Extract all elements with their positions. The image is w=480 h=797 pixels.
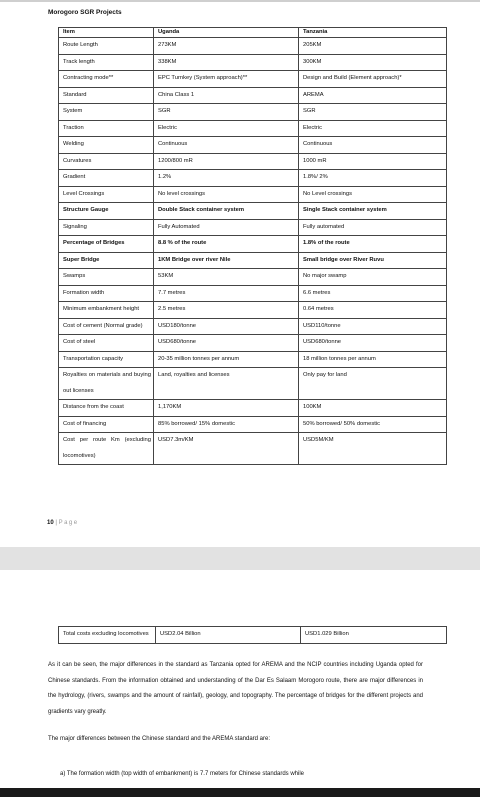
table-row: [59, 318, 447, 335]
table-row: [59, 104, 447, 121]
page-word: Page: [58, 520, 79, 526]
table-header-row: [59, 28, 447, 38]
document-page-10: [0, 2, 480, 547]
comparison-table-continued: [58, 626, 447, 644]
cell-tanzania: 1.8%/ 2%: [299, 170, 447, 187]
cell-uganda: 1KM Bridge over river Nile: [154, 252, 299, 269]
cell-uganda: Land, royalties and licenses: [154, 368, 299, 400]
cell-tanzania: USD110/tonne: [299, 318, 447, 335]
page-gap: [0, 547, 480, 570]
cell-tanzania: 6.6 metres: [299, 285, 447, 302]
table-row: [59, 433, 447, 465]
cell-tanzania: USD1.029 Billion: [301, 627, 447, 644]
cell-item: Track length: [59, 54, 154, 71]
table-row: [59, 252, 447, 269]
cell-uganda: Continuous: [154, 137, 299, 154]
cell-item: Welding: [59, 137, 154, 154]
cell-item: Structure Gauge: [59, 203, 154, 220]
cell-tanzania: 50% borrowed/ 50% domestic: [299, 416, 447, 433]
cell-uganda: Double Stack container system: [154, 203, 299, 220]
document-page-11: [0, 570, 480, 797]
cell-item: Cost per route Km (excluding locomotives): [59, 433, 154, 465]
cell-item: Level Crossings: [59, 186, 154, 203]
cell-uganda: 20-35 million tonnes per annum: [154, 351, 299, 368]
table-row: [59, 153, 447, 170]
cell-item: Super Bridge: [59, 252, 154, 269]
cell-tanzania: Fully automated: [299, 219, 447, 236]
cell-uganda: 8.8 % of the route: [154, 236, 299, 253]
cell-item: Signaling: [59, 219, 154, 236]
cell-tanzania: USD680/tonne: [299, 335, 447, 352]
table-row: [59, 54, 447, 71]
cell-item: Contracting mode**: [59, 71, 154, 88]
cell-tanzania: 18 million tonnes per annum: [299, 351, 447, 368]
table-row: [59, 186, 447, 203]
cell-uganda: 273KM: [154, 38, 299, 55]
cell-uganda: USD7.3m/KM: [154, 433, 299, 465]
cell-tanzania: 100KM: [299, 400, 447, 417]
cell-item: Curvatures: [59, 153, 154, 170]
cell-tanzania: Single Stack container system: [299, 203, 447, 220]
table-row: [59, 120, 447, 137]
table-row: [59, 335, 447, 352]
table-row: [59, 269, 447, 286]
cell-item: Route Length: [59, 38, 154, 55]
cell-item: Swamps: [59, 269, 154, 286]
table-row: [59, 302, 447, 319]
cell-tanzania: 0.64 metres: [299, 302, 447, 319]
body-paragraph: The major differences between the Chinese standard and the AREMA standard are:: [48, 736, 271, 742]
column-header: Tanzania: [299, 28, 447, 38]
cell-uganda: USD680/tonne: [154, 335, 299, 352]
table-row: [59, 71, 447, 88]
cell-tanzania: AREMA: [299, 87, 447, 104]
cell-uganda: SGR: [154, 104, 299, 121]
cell-tanzania: Design and Build (Element approach)*: [299, 71, 447, 88]
cell-item: Cost of financing: [59, 416, 154, 433]
cell-uganda: 1.2%: [154, 170, 299, 187]
cell-tanzania: 1.8% of the route: [299, 236, 447, 253]
cell-tanzania: 205KM: [299, 38, 447, 55]
column-header: Item: [59, 28, 154, 38]
cell-item: Minimum embankment height: [59, 302, 154, 319]
table-row: [59, 627, 447, 644]
document-title: Morogoro SGR Projects: [48, 9, 122, 16]
cell-item: Standard: [59, 87, 154, 104]
cell-uganda: 53KM: [154, 269, 299, 286]
cell-item: System: [59, 104, 154, 121]
cell-item: Percentage of Bridges: [59, 236, 154, 253]
cell-item: Cost of steel: [59, 335, 154, 352]
cell-uganda: USD180/tonne: [154, 318, 299, 335]
cell-uganda: 1,170KM: [154, 400, 299, 417]
cell-item: Traction: [59, 120, 154, 137]
cell-uganda: 85% borrowed/ 15% domestic: [154, 416, 299, 433]
cell-uganda: 1200/800 mR: [154, 153, 299, 170]
cell-tanzania: Continuous: [299, 137, 447, 154]
cell-uganda: No level crossings: [154, 186, 299, 203]
table-row: [59, 236, 447, 253]
list-item: a) The formation width (top width of embankment) is 7.7 meters for Chinese standards while: [60, 771, 305, 777]
window-bottom-bar: [0, 788, 480, 797]
table-row: [59, 285, 447, 302]
cell-tanzania: Only pay for land: [299, 368, 447, 400]
cell-item: Formation width: [59, 285, 154, 302]
table-row: [59, 38, 447, 55]
table-row: [59, 170, 447, 187]
cell-item: Distance from the coast: [59, 400, 154, 417]
table-row: [59, 219, 447, 236]
cell-tanzania: Electric: [299, 120, 447, 137]
cell-item: Gradient: [59, 170, 154, 187]
cell-item: Cost of cement (Normal grade): [59, 318, 154, 335]
page-separator: |: [55, 520, 57, 526]
cell-tanzania: No Level crossings: [299, 186, 447, 203]
cell-uganda: 2.5 metres: [154, 302, 299, 319]
comparison-table: [58, 27, 447, 465]
table-row: [59, 416, 447, 433]
body-paragraph: As it can be seen, the major differences in the standard as Tanzania opted for AREMA and the NCIP countries including Uganda opted for Chinese standards. From the information obtained and understanding of the Dar Es Salaam Morogoro route, there are major differences in the hydrology, (rivers, swamps and the amount of rainfall), geology, and topography. The percentage of bridges for the different projects and gradients vary greatly.: [48, 662, 423, 715]
cell-tanzania: 300KM: [299, 54, 447, 71]
cell-tanzania: No major swamp: [299, 269, 447, 286]
table-row: [59, 400, 447, 417]
cell-tanzania: Small bridge over River Ruvu: [299, 252, 447, 269]
cell-uganda: USD2.04 Billion: [156, 627, 301, 644]
cell-uganda: EPC Turnkey (System approach)**: [154, 71, 299, 88]
cell-tanzania: 1000 mR: [299, 153, 447, 170]
table-row: [59, 351, 447, 368]
cell-tanzania: USD5M/KM: [299, 433, 447, 465]
table-row: [59, 368, 447, 400]
page-footer: [47, 520, 79, 526]
cell-uganda: 7.7 metres: [154, 285, 299, 302]
page-number: 10: [47, 520, 54, 526]
table-row: [59, 87, 447, 104]
cell-uganda: Fully Automated: [154, 219, 299, 236]
column-header: Uganda: [154, 28, 299, 38]
cell-tanzania: SGR: [299, 104, 447, 121]
cell-item: Total costs excluding locomotives: [59, 627, 156, 644]
cell-uganda: China Class 1: [154, 87, 299, 104]
cell-uganda: Electric: [154, 120, 299, 137]
cell-item: Royalties on materials and buying out licenses: [59, 368, 154, 400]
table-row: [59, 137, 447, 154]
cell-item: Transportation capacity: [59, 351, 154, 368]
table-row: [59, 203, 447, 220]
cell-uganda: 338KM: [154, 54, 299, 71]
